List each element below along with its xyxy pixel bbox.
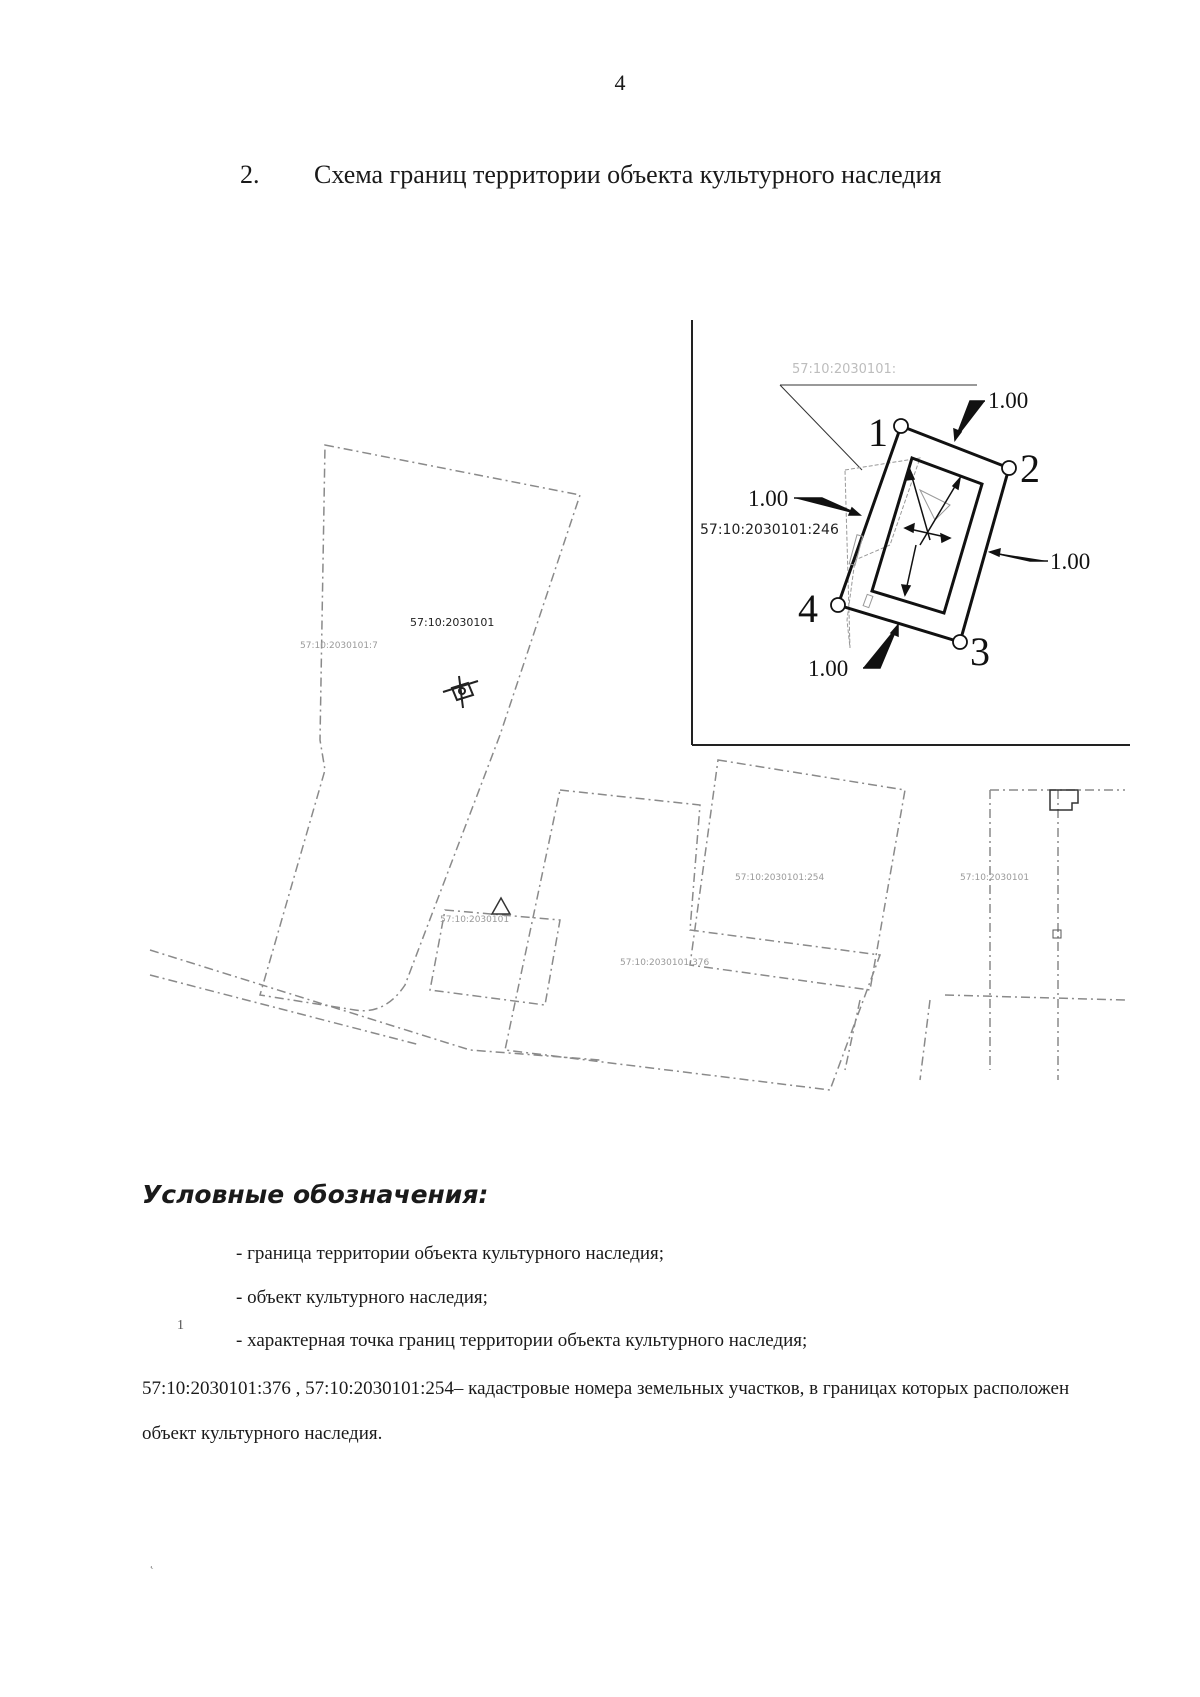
parcel-faint-label-3: 57:10:2030101:376 — [620, 958, 710, 968]
legend-item-boundary: - граница территории объекта культурного наследия; — [236, 1243, 665, 1264]
cadastral-numbers-note: 57:10:2030101:376 , 57:10:2030101:254– кадастровые номера земельных участков, в границах которых расположен объект культурного наследия. — [142, 1378, 1070, 1444]
point-label-1: 1 — [868, 410, 888, 455]
point-label-2: 2 — [1020, 446, 1040, 491]
point-1-marker — [894, 419, 908, 433]
scan-artifact-mark: ˛ — [150, 1555, 154, 1569]
parcel-boundary-mid — [845, 1000, 860, 1070]
inner-building-mark — [863, 594, 873, 607]
offset-label-top: 1.00 — [988, 388, 1029, 413]
street-boundary-2 — [150, 975, 420, 1045]
offset-label-bottom: 1.00 — [808, 656, 849, 681]
building-small-east — [1053, 930, 1061, 938]
parcel-faint-label: 57:10:2030101:7 — [300, 641, 378, 651]
legend-item-point: - характерная точка границ территории объекта культурного наследия; — [236, 1330, 808, 1351]
parcel-faint-label-4: 57:10:2030101 — [440, 915, 510, 925]
parcel-faint-label-5: 57:10:2030101 — [960, 873, 1030, 883]
inset-scheme — [700, 362, 1090, 681]
legend-item-object: - объект культурного наследия; — [236, 1287, 488, 1308]
section-number: 2. — [240, 160, 260, 189]
point-label-3: 3 — [970, 629, 990, 674]
parcel-boundary-east — [920, 790, 1125, 1080]
parcel-boundary-center — [505, 790, 880, 1090]
page-number: 4 — [614, 70, 626, 95]
point-label-4: 4 — [798, 586, 818, 631]
point-2-marker — [1002, 461, 1016, 475]
heritage-territory-boundary — [838, 426, 1009, 642]
legend-point-marker: 1 — [177, 1318, 184, 1333]
building-outline-east — [1050, 790, 1078, 810]
parcel-faint-label-2: 57:10:2030101:254 — [735, 873, 825, 883]
inset-parcel-label: 57:10:2030101:246 — [700, 522, 839, 538]
offset-label-left: 1.00 — [748, 486, 789, 511]
point-3-marker — [953, 635, 967, 649]
legend-title: Условные обозначения: — [142, 1180, 489, 1209]
parcel-boundary-main — [260, 445, 580, 1011]
heritage-object-symbol — [443, 676, 478, 708]
survey-point-triangle — [492, 898, 510, 914]
inset-parcel-label-top: 57:10:2030101: — [792, 362, 897, 377]
street-boundary — [150, 950, 600, 1060]
heritage-object-outline — [872, 458, 982, 613]
parcel-label-main: 57:10:2030101 — [410, 616, 495, 629]
point-4-marker — [831, 598, 845, 612]
offset-label-right: 1.00 — [1050, 549, 1091, 574]
section-title: Схема границ территории объекта культурного наследия — [314, 160, 942, 189]
